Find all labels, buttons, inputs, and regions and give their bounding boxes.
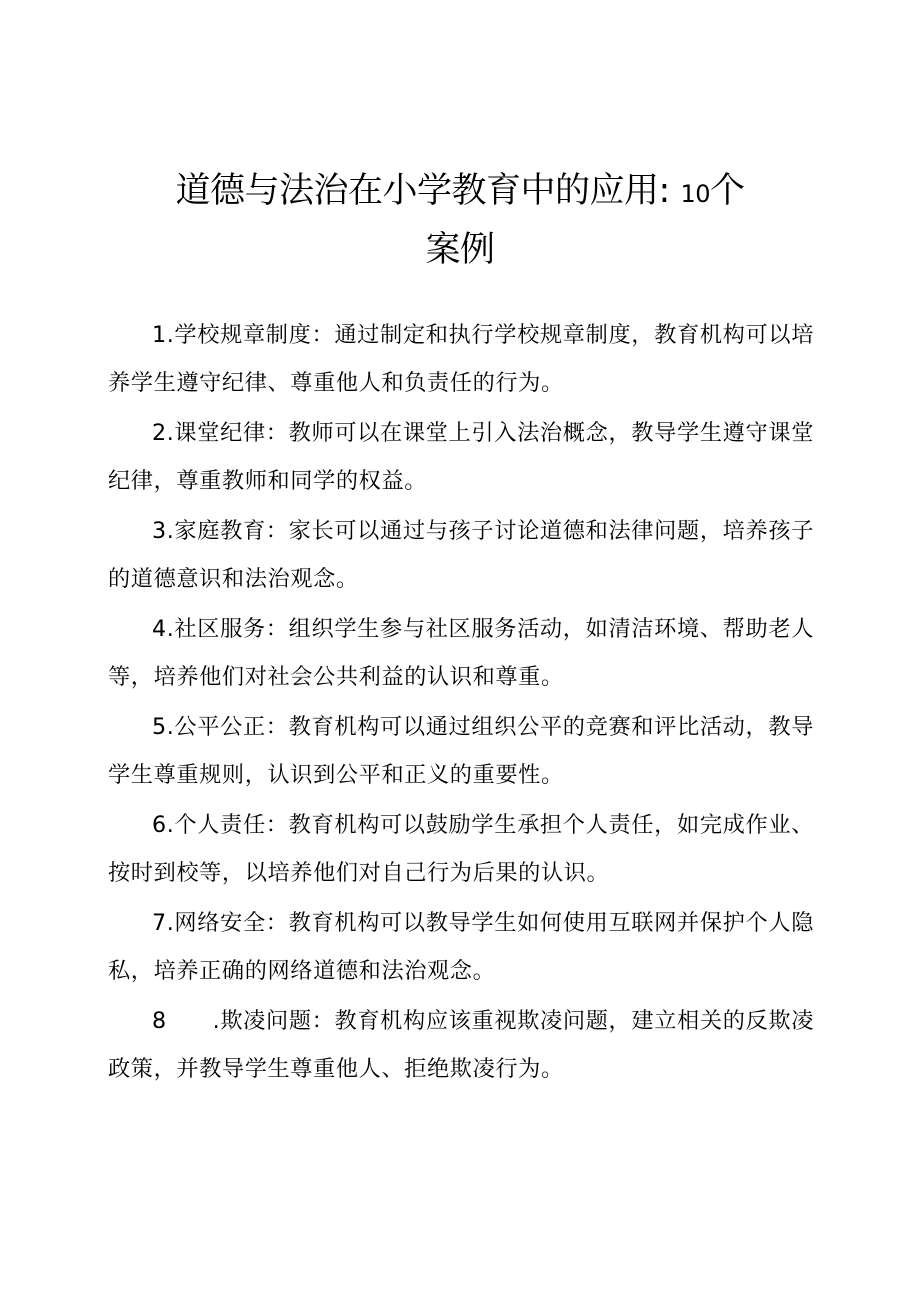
case-item	[108, 801, 814, 897]
case-item	[108, 311, 814, 407]
case-item	[108, 409, 814, 505]
case-number: 1	[152, 322, 167, 348]
case-text: .学校规章制度：通过制定和执行学校规章制度，教育机构可以培养学生遵守纪律、尊重他人和负责任的行为。	[108, 322, 814, 396]
title-line-2: 案例	[425, 230, 495, 270]
case-item	[108, 899, 814, 995]
case-number: 7	[152, 910, 167, 936]
case-item	[108, 703, 814, 799]
case-text: .家庭教育：家长可以通过与孩子讨论道德和法律问题，培养孩子的道德意识和法治观念。	[108, 518, 814, 592]
case-number: 5	[152, 714, 167, 740]
case-text: .课堂纪律：教师可以在课堂上引入法治概念，教导学生遵守课堂纪律，尊重教师和同学的权益。	[108, 420, 814, 494]
case-text: .公平公正：教育机构可以通过组织公平的竞赛和评比活动，教导学生尊重规则，认识到公平和正义的重要性。	[108, 714, 814, 788]
case-text: .社区服务：组织学生参与社区服务活动，如清洁环境、帮助老人等，培养他们对社会公共利益的认识和尊重。	[108, 616, 814, 690]
case-number: 8	[152, 1008, 167, 1034]
case-number: 6	[152, 812, 167, 838]
case-item	[108, 507, 814, 603]
case-number: 2	[152, 420, 167, 446]
case-number: 3	[152, 518, 167, 544]
title-suffix: 个	[709, 171, 745, 211]
title-line-1	[110, 163, 810, 222]
case-number: 4	[152, 616, 167, 642]
title-main-text: 道德与法治在小学教育中的应用	[175, 171, 659, 211]
case-text: .欺凌问题：教育机构应该重视欺凌问题，建立相关的反欺凌政策，并教导学生尊重他人、拒绝欺凌行为。	[108, 1008, 814, 1082]
title-colon: :	[658, 171, 670, 211]
case-item	[108, 997, 814, 1093]
case-text: .网络安全：教育机构可以教导学生如何使用互联网并保护个人隐私，培养正确的网络道德和法治观念。	[108, 910, 814, 984]
title-number: 10	[680, 180, 710, 208]
case-item	[108, 605, 814, 701]
case-text: .个人责任：教育机构可以鼓励学生承担个人责任，如完成作业、按时到校等，以培养他们对自己行为后果的认识。	[108, 812, 814, 886]
document-title	[110, 163, 810, 278]
case-list	[108, 311, 814, 1095]
